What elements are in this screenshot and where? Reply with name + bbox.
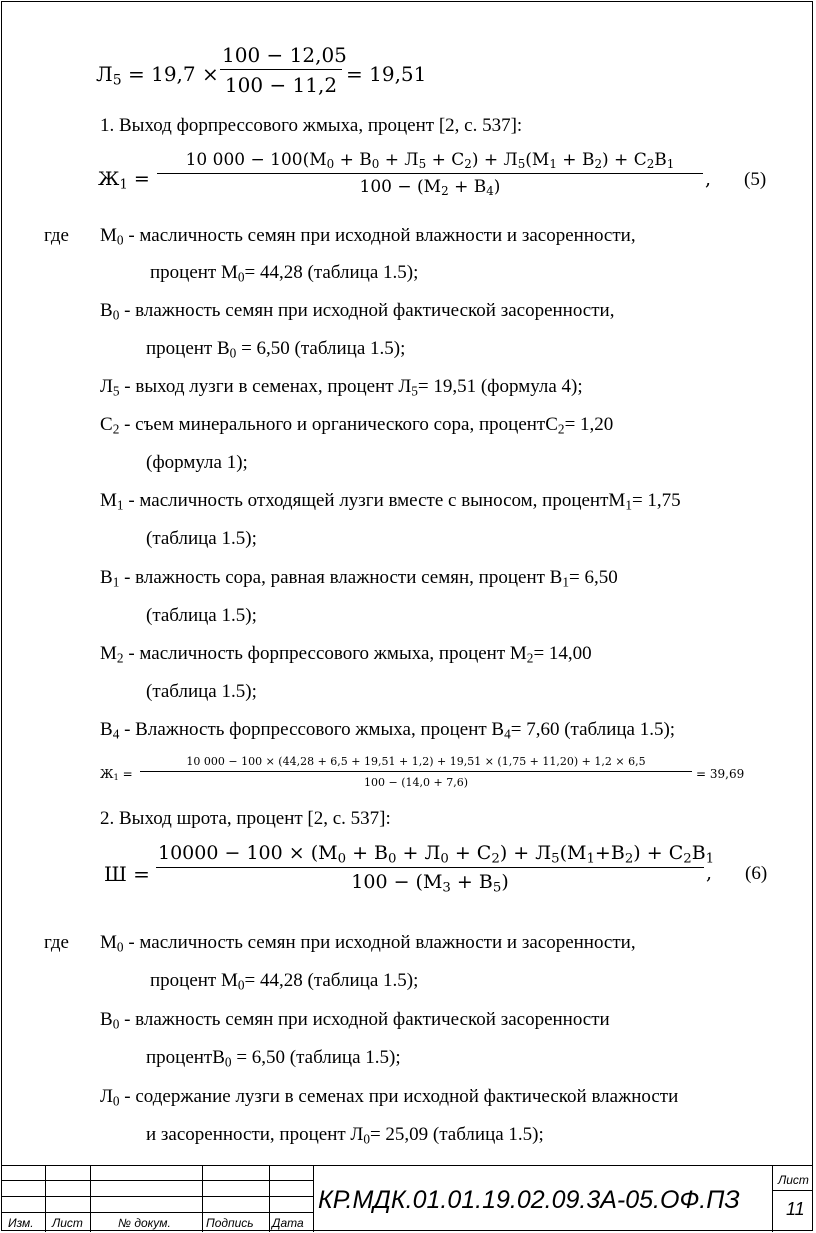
list-item: $М_0$ - масличность семян при исходной влажности и засоренности, [100, 932, 636, 955]
fraction-denominator: $100 - (М_2 + В_4)$ [359, 177, 501, 198]
list-item: (таблица 1.5); [146, 681, 257, 702]
fraction-denominator: $100 - (М_3 + В_5)$ [351, 871, 509, 896]
list-item: (таблица 1.5); [146, 528, 257, 549]
list-item: процент $В_0 = 6,50$ (таблица 1.5); [146, 338, 406, 361]
stamp-list-label: Лист [52, 1216, 83, 1230]
list-item: процент $М_0= 44,28$ (таблица 1.5); [150, 970, 419, 993]
fraction-numerator: 100 − 12,05 [220, 45, 342, 70]
list-item: $В_1$ - влажность сора, равная влажности семян, процент $В_1= 6,50$ [100, 567, 618, 590]
stamp-dokum-label: № докум. [118, 1216, 171, 1230]
fraction-denominator: 100 − 11,2 [224, 73, 338, 97]
where-label: где [44, 932, 69, 953]
stamp-izm-label: Изм. [8, 1216, 34, 1230]
sheet-label: Лист [778, 1173, 809, 1187]
list-item: $В_0$ - влажность семян при исходной фактической засоренности, [100, 300, 615, 323]
document-code: КР.МДК.01.01.19.02.09.3А-05.ОФ.ПЗ [318, 1186, 740, 1214]
title-block [2, 1165, 813, 1232]
list-item: $М_0$ - масличность семян при исходной влажности и засоренности, [100, 225, 636, 248]
stamp-data-label: Дата [272, 1216, 304, 1230]
list-item: и засоренности, процент $Л_0= 25,09$ (таблица 1.5); [146, 1124, 544, 1147]
list-item: $В_4$ - Влажность форпрессового жмыха, процент $В_4= 7,60$ (таблица 1.5); [100, 719, 676, 742]
fraction-numerator: 10 $000 - 100(М_0 + В_0 + Л_5 + С_2) + Л_5(М_1 + В_2) + С_2В_1$ [157, 152, 703, 174]
list-item: $С_2$ - съем минерального и органического сора, процентС$_2$= 1,20 [100, 414, 614, 437]
list-item: процентВ$_0$ = 6,50 (таблица 1.5); [146, 1047, 401, 1070]
list-item: $М_1$ - масличность отходящей лузги вместе с выносом, процентМ$_1$= 1,75 [100, 490, 681, 513]
page-number: 11 [786, 1199, 805, 1219]
fraction-numerator: $10000 - 100 \times (М_0 + В_0 + Л_0 + С_2) + Л_5(М_1+В_2) + С_2В_1$ [158, 842, 715, 867]
list-item: $Л_0$ - содержание лузги в семенах при исходной фактической влажности [100, 1086, 679, 1109]
list-item: $В_0$ - влажность семян при исходной фактической засоренности [100, 1009, 610, 1032]
item-2-heading: 2. Выход шрота, процент [2, с. 537]: [100, 808, 391, 829]
list-item: (таблица 1.5); [146, 605, 257, 626]
fraction-numerator: 10 000 − 100 × (44,28 + 6,5 + 19,51 + 1,2) + 19,51 × (1,75 + 11,20) + 1,2 × 6,5 [140, 756, 692, 772]
where-label: где [44, 225, 69, 246]
fraction-denominator: 100 − (14,0 + 7,6) [364, 776, 468, 789]
item-1-heading: 1. Выход форпрессового жмыха, процент [2, с. 537]: [100, 115, 523, 136]
list-item: процент $М_0= 44,28$ (таблица 1.5); [150, 262, 419, 285]
formula-number: (5) [744, 169, 767, 190]
list-item: $М_2$ - масличность форпрессового жмыха, процент $М_2= 14,00$ [100, 643, 592, 666]
formula-number: (6) [745, 863, 768, 884]
list-item: (формула 1); [146, 452, 248, 473]
stamp-podpis-label: Подпись [206, 1216, 254, 1230]
list-item: $Л_5$ - выход лузги в семенах, процент $Л_5= 19,51$ (формула 4); [100, 376, 583, 399]
